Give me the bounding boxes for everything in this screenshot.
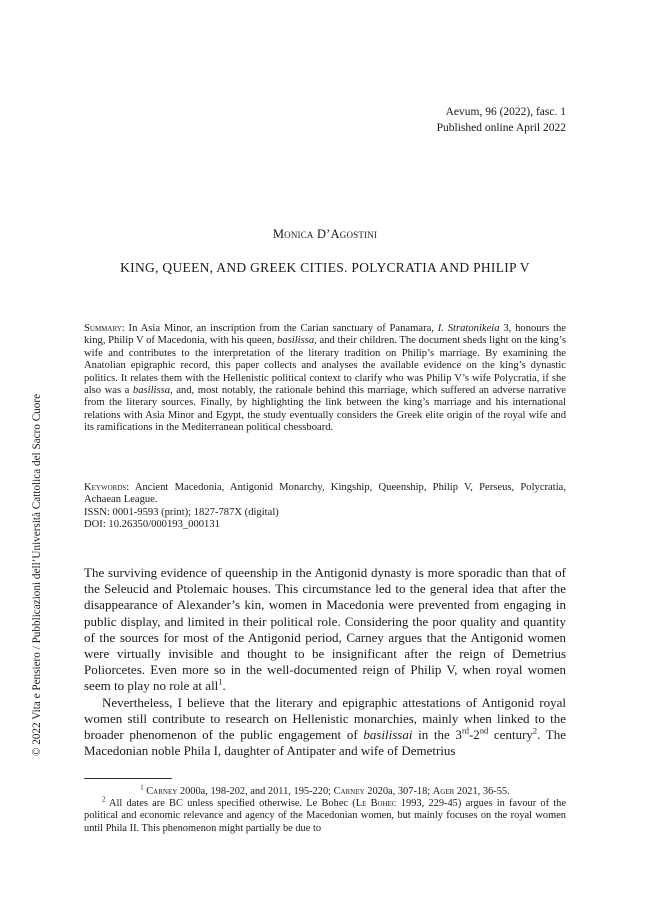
author-name: Monica D’Agostini bbox=[272, 227, 378, 241]
cited-author: Ager bbox=[432, 786, 455, 797]
abstract-label: Summary: bbox=[84, 323, 125, 334]
cited-author: Le Bohec bbox=[355, 798, 397, 810]
abstract-text: In Asia Minor, an inscription from the Carian sanctuary of Panamara, bbox=[124, 323, 438, 334]
publication-date: Published online April 2022 bbox=[436, 122, 566, 134]
italic-term: basilissai bbox=[363, 727, 413, 743]
abstract-text: , and their children. The document sheds light on the king’s wife and contributes to the interpretation of the literary tradition on Philip’s marriage. By examining the Anatolian epigraphic record, this paper collects and analyses the available evidence on the king’s dynastic politics. It relates them with the Hellenistic political context to clarify who was Philip V’s wife Polycratia, if she also was a bbox=[84, 335, 566, 397]
paragraph-text: . The Macedonian noble Phila I, daughter of Antipater and wife of Demetrius bbox=[84, 727, 567, 759]
article-title: KING, QUEEN, AND GREEK CITIES. POLYCRATIA AND PHILIP V bbox=[120, 260, 530, 275]
article-body bbox=[84, 565, 566, 759]
footnote-ref[interactable]: 2 bbox=[532, 725, 538, 736]
footnote-text: All dates are BC unless specified otherwise. Le Bohec ( bbox=[105, 798, 356, 810]
footnote-number: 2 bbox=[102, 796, 106, 804]
paragraph bbox=[84, 565, 566, 695]
footnote-text: 2000a, 198-202, and 2011, 195-220; bbox=[177, 786, 334, 797]
footnote-2 bbox=[84, 798, 566, 835]
paragraph-text: The surviving evidence of queenship in the Antigonid dynasty is more sporadic than that of the Seleucid and Ptolemaic houses. This circumstance led to the general idea that after the disappearance of Alexander’s kin, women in Macedonia were prevented from engaging in public display, and limited in their political role. Considering the poor quality and quantity of the sources for most of the Antigonid period, Carney argues that the Antigonid women were virtually invisible and thought to be insignificant after the reign of Demetrius Poliorcetes. Even more so in the well-documented reign of Philip V, when royal women seem to play no role at all bbox=[84, 565, 566, 694]
abstract-italic: basilissa bbox=[132, 385, 171, 397]
footnote-text: 1993, 229-45) argues in favour of the political and economic relevance and agency of the Macedonian women, but mainly focuses on the royal women until Phila II. This phenomenon might partially be due to bbox=[84, 798, 566, 834]
abstract-text: 3, honours the king, Philip V of Macedonia, with his queen, bbox=[84, 323, 567, 347]
doi-link[interactable]: DOI: 10.26350/000193_000131 bbox=[84, 519, 220, 530]
footnote-ref[interactable]: 1 bbox=[218, 677, 223, 688]
paragraph-text: Nevertheless, I believe that the literary and epigraphic attestations of Antigonid royal women still contribute to research on Hellenistic monarchies, mainly when linked to the broader phenomenon of the public engagement of bbox=[84, 694, 566, 743]
paragraph-text: . bbox=[222, 678, 226, 694]
abstract-italic: I. Stratonikeia bbox=[437, 323, 500, 334]
abstract bbox=[84, 323, 566, 435]
issn: ISSN: 0001-9593 (print); 1827-787X (digital) bbox=[84, 507, 279, 518]
keywords-text: Ancient Macedonia, Antigonid Monarchy, Kingship, Queenship, Philip V, Perseus, Polycratia, Achaean League. bbox=[84, 482, 566, 506]
keywords-label: Keywords: bbox=[84, 482, 130, 493]
paragraph bbox=[84, 695, 566, 760]
keywords bbox=[84, 482, 566, 507]
footnotes bbox=[84, 786, 566, 835]
cited-author: Carney bbox=[146, 786, 178, 797]
ordinal-suffix: nd bbox=[479, 725, 489, 736]
paragraph-text: century bbox=[488, 727, 533, 743]
abstract-text: , and, most notably, the rationale behind this marriage, which suffered an adverse narrative from the literary sources. Finally, by highlighting the link between the king’s marriage and his international relations with Asia Minor and Egypt, the study eventually considers the Greek elite origin of the royal wife and its ramifications in the Mediterranean political chessboard. bbox=[84, 385, 567, 434]
footnote-text: 2020a, 307-18; bbox=[364, 786, 433, 797]
cited-author: Carney bbox=[333, 786, 365, 797]
copyright-notice: © 2022 Vita e Pensiero / Pubblicazioni dell’Università Cattolica del Sacro Cuore bbox=[31, 393, 43, 757]
footnote-text: 2021, 36-55. bbox=[454, 786, 510, 797]
footnote-number: 1 bbox=[140, 784, 144, 792]
journal-header bbox=[437, 104, 566, 136]
ordinal-suffix: rd bbox=[461, 725, 469, 736]
paragraph-text: in the 3 bbox=[412, 727, 462, 743]
journal-citation: Aevum, 96 (2022), fasc. 1 bbox=[445, 106, 566, 118]
paragraph-text: -2 bbox=[468, 727, 480, 743]
abstract-italic: basilissa bbox=[277, 335, 315, 347]
footnote-1 bbox=[84, 786, 566, 798]
footnote-divider bbox=[84, 778, 172, 779]
